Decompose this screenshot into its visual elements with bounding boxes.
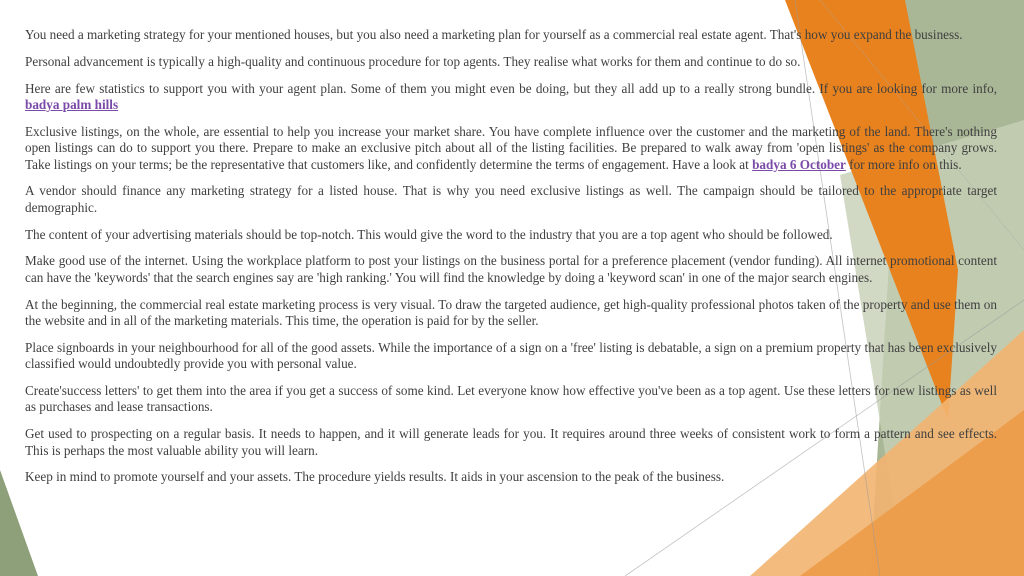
paragraph-text: Exclusive listings, on the whole, are essential to help you increase your market share. You have complete influence over the customer and the marketing of the land. There's nothing open listings can do to support you there. Prepare to make an exclusive pitch about all of the listing facilities. Be prepared to walk away from 'open listings' as the company grows. Take listings on your terms; be the representative that customers like, and confidently determine the terms of engagement. Have a look at [25,123,997,172]
paragraph: The content of your advertising materials should be top-notch. This would give the word to the industry that you are a top agent who should be followed. [25,226,833,242]
badya-palm-hills-link[interactable]: badya palm hills [25,97,119,112]
document-text [25,27,997,496]
paragraph [25,81,997,114]
paragraph: A vendor should finance any marketing strategy for a listed house. That is why you need exclusive listings as well. The campaign should be tailored to the appropriate target demographic. [25,183,997,215]
paragraph: Place signboards in your neighbourhood for all of the good assets. While the importance of a sign on a 'free' listing is debatable, a sign on a premium property that has been exclusively classified would undoubtedly provide you with personal value. [25,339,997,372]
paragraph-text: for more info on this. [845,156,962,172]
paragraph: Create'success letters' to get them into the area if you get a success of some kind. Let everyone know how effective you've been as a top agent. Use these letters for new listings as well as purchases and lease transactions. [25,383,997,415]
paragraph: Personal advancement is typically a high-quality and continuous procedure for top agents. They realise what works for them and continue to do so. [25,53,801,69]
paragraph: Keep in mind to promote yourself and your assets. The procedure yields results. It aids in your ascension to the peak of the business. [25,469,725,485]
paragraph: You need a marketing strategy for your mentioned houses, but you also need a marketing plan for yourself as a commercial real estate agent. That's how you expand the business. [25,27,963,42]
paragraph-text: Here are few statistics to support you with your agent plan. Some of them you might even be doing, but they all add up to a really strong bundle. If you are looking for more info, [25,80,997,96]
paragraph: At the beginning, the commercial real estate marketing process is very visual. To draw the targeted audience, get high-quality professional photos taken of the property and use them on the website and in all of the marketing materials. This time, the operation is paid for by the seller. [25,296,997,329]
badya-6-october-link[interactable]: badya 6 October [752,156,846,172]
paragraph: Get used to prospecting on a regular basis. It needs to happen, and it will generate leads for you. It requires around three weeks of consistent work to form a pattern and see effects. This is perhaps the most valuable ability you will learn. [25,426,997,458]
paragraph: Make good use of the internet. Using the workplace platform to post your listings on the business portal for a preference placement (vendor funding). All internet promotional content can have the 'keywords' that the search engines say are 'high ranking.' You will find the knowledge by doing a 'keyword scan' in one of the major search engines. [25,253,997,285]
paragraph [25,124,997,173]
